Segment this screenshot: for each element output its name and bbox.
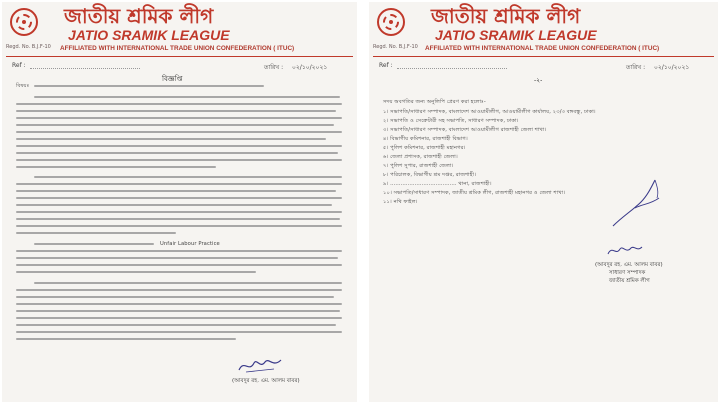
ref-label: Ref : (379, 62, 393, 69)
letter-page-1 (2, 2, 357, 402)
registration-number: Regd. No. B.J.F-10 (6, 44, 51, 50)
list-item: ১০। সভাপতি/সাধারণ সম্পাদক, জাতীয় শ্রমিক লীগ, রাজশাহী মহানগর ও জেলা শাখা। (383, 190, 566, 196)
registration-number: Regd. No. B.J.F-10 (373, 44, 418, 50)
org-name-english: JATIO SRAMIK LEAGUE (435, 27, 597, 43)
list-item: ৬। জেলা প্রশাসক, রাজশাহী জেলা। (383, 154, 458, 160)
ref-line (397, 68, 507, 69)
org-name-bangla: জাতীয় শ্রমিক লীগ (64, 4, 214, 28)
org-name-bangla: জাতীয় শ্রমিক লীগ (431, 4, 581, 28)
signature-initials-icon (605, 242, 645, 258)
signatory-name: (আবদুর রহ. এম. আলম বাবর) (595, 262, 663, 268)
letter-page-2 (369, 2, 718, 402)
union-logo-icon (377, 8, 405, 36)
subject-label: বিষয়ঃ (16, 83, 30, 89)
signature-icon (236, 354, 286, 376)
header-rule (6, 56, 353, 57)
list-item: ২। সভাপতি ও সেক্রেটারী সহ সভাপতি, সাধারণ সম্পাদক, ঢাকা। (383, 118, 519, 124)
quoted-phrase: Unfair Labour Practice (160, 241, 220, 247)
page-number: -২- (534, 77, 543, 84)
list-item: ৫। পুলিশ কমিশনার, রাজশাহী মহানগর। (383, 145, 466, 151)
list-item: ৯। ...................................... থানা, রাজশাহী। (383, 181, 492, 187)
signatory-org: জাতীয় শ্রমিক লীগ (609, 278, 650, 284)
signatory-name: (আবদুর রহ. এম. আলম বাবর) (232, 378, 300, 384)
date-label: তারিখ : (264, 64, 284, 71)
list-item: ১১। নথি ফাইল। (383, 199, 418, 205)
list-item: ৮। পরিচালক, বিভাগীয় শ্রম দপ্তর, রাজশাহী। (383, 172, 477, 178)
page-gutter (357, 0, 369, 404)
affiliation-text: AFFILIATED WITH INTERNATIONAL TRADE UNION CONFEDERATION ( ITUC) (60, 45, 295, 52)
date-value: ০২/১০/২০২১ (654, 64, 690, 71)
ref-line (30, 68, 140, 69)
date-value: ০২/১০/২০২১ (292, 64, 328, 71)
signature-icon (607, 174, 671, 230)
list-item: ৭। পুলিশ সুপার, রাজশাহী জেলা। (383, 163, 454, 169)
header-rule (373, 56, 714, 57)
list-item: ৩। সভাপতি/সাধারণ সম্পাদক, বাংলাদেশ আওয়ামীলীগ রাজশাহী জেলা শাখা। (383, 127, 547, 133)
list-item: ৪। বিভাগীয় কমিশনার, রাজশাহী বিভাগ। (383, 136, 468, 142)
date-label: তারিখ : (626, 64, 646, 71)
notice-heading: বিজ্ঞপ্তি (162, 75, 183, 83)
union-logo-icon (10, 8, 38, 36)
signatory-title: সাধারণ সম্পাদক (609, 270, 646, 276)
affiliation-text: AFFILIATED WITH INTERNATIONAL TRADE UNION CONFEDERATION ( ITUC) (425, 45, 660, 52)
list-item: ১। সভাপতি/সাধারণ সম্পাদক, বাংলাদেশ আওয়ামীলীগ, আওয়ামীলীগ কার্যালয়, ২৩/৩ বঙ্গবন্ধু, ঢাকা। (383, 109, 596, 115)
ref-label: Ref : (12, 62, 26, 69)
copy-intro: সদয় অবগতির জন্য অনুলিপি প্রেরণ করা হলোঃ- (383, 99, 486, 105)
org-name-english: JATIO SRAMIK LEAGUE (68, 27, 230, 43)
